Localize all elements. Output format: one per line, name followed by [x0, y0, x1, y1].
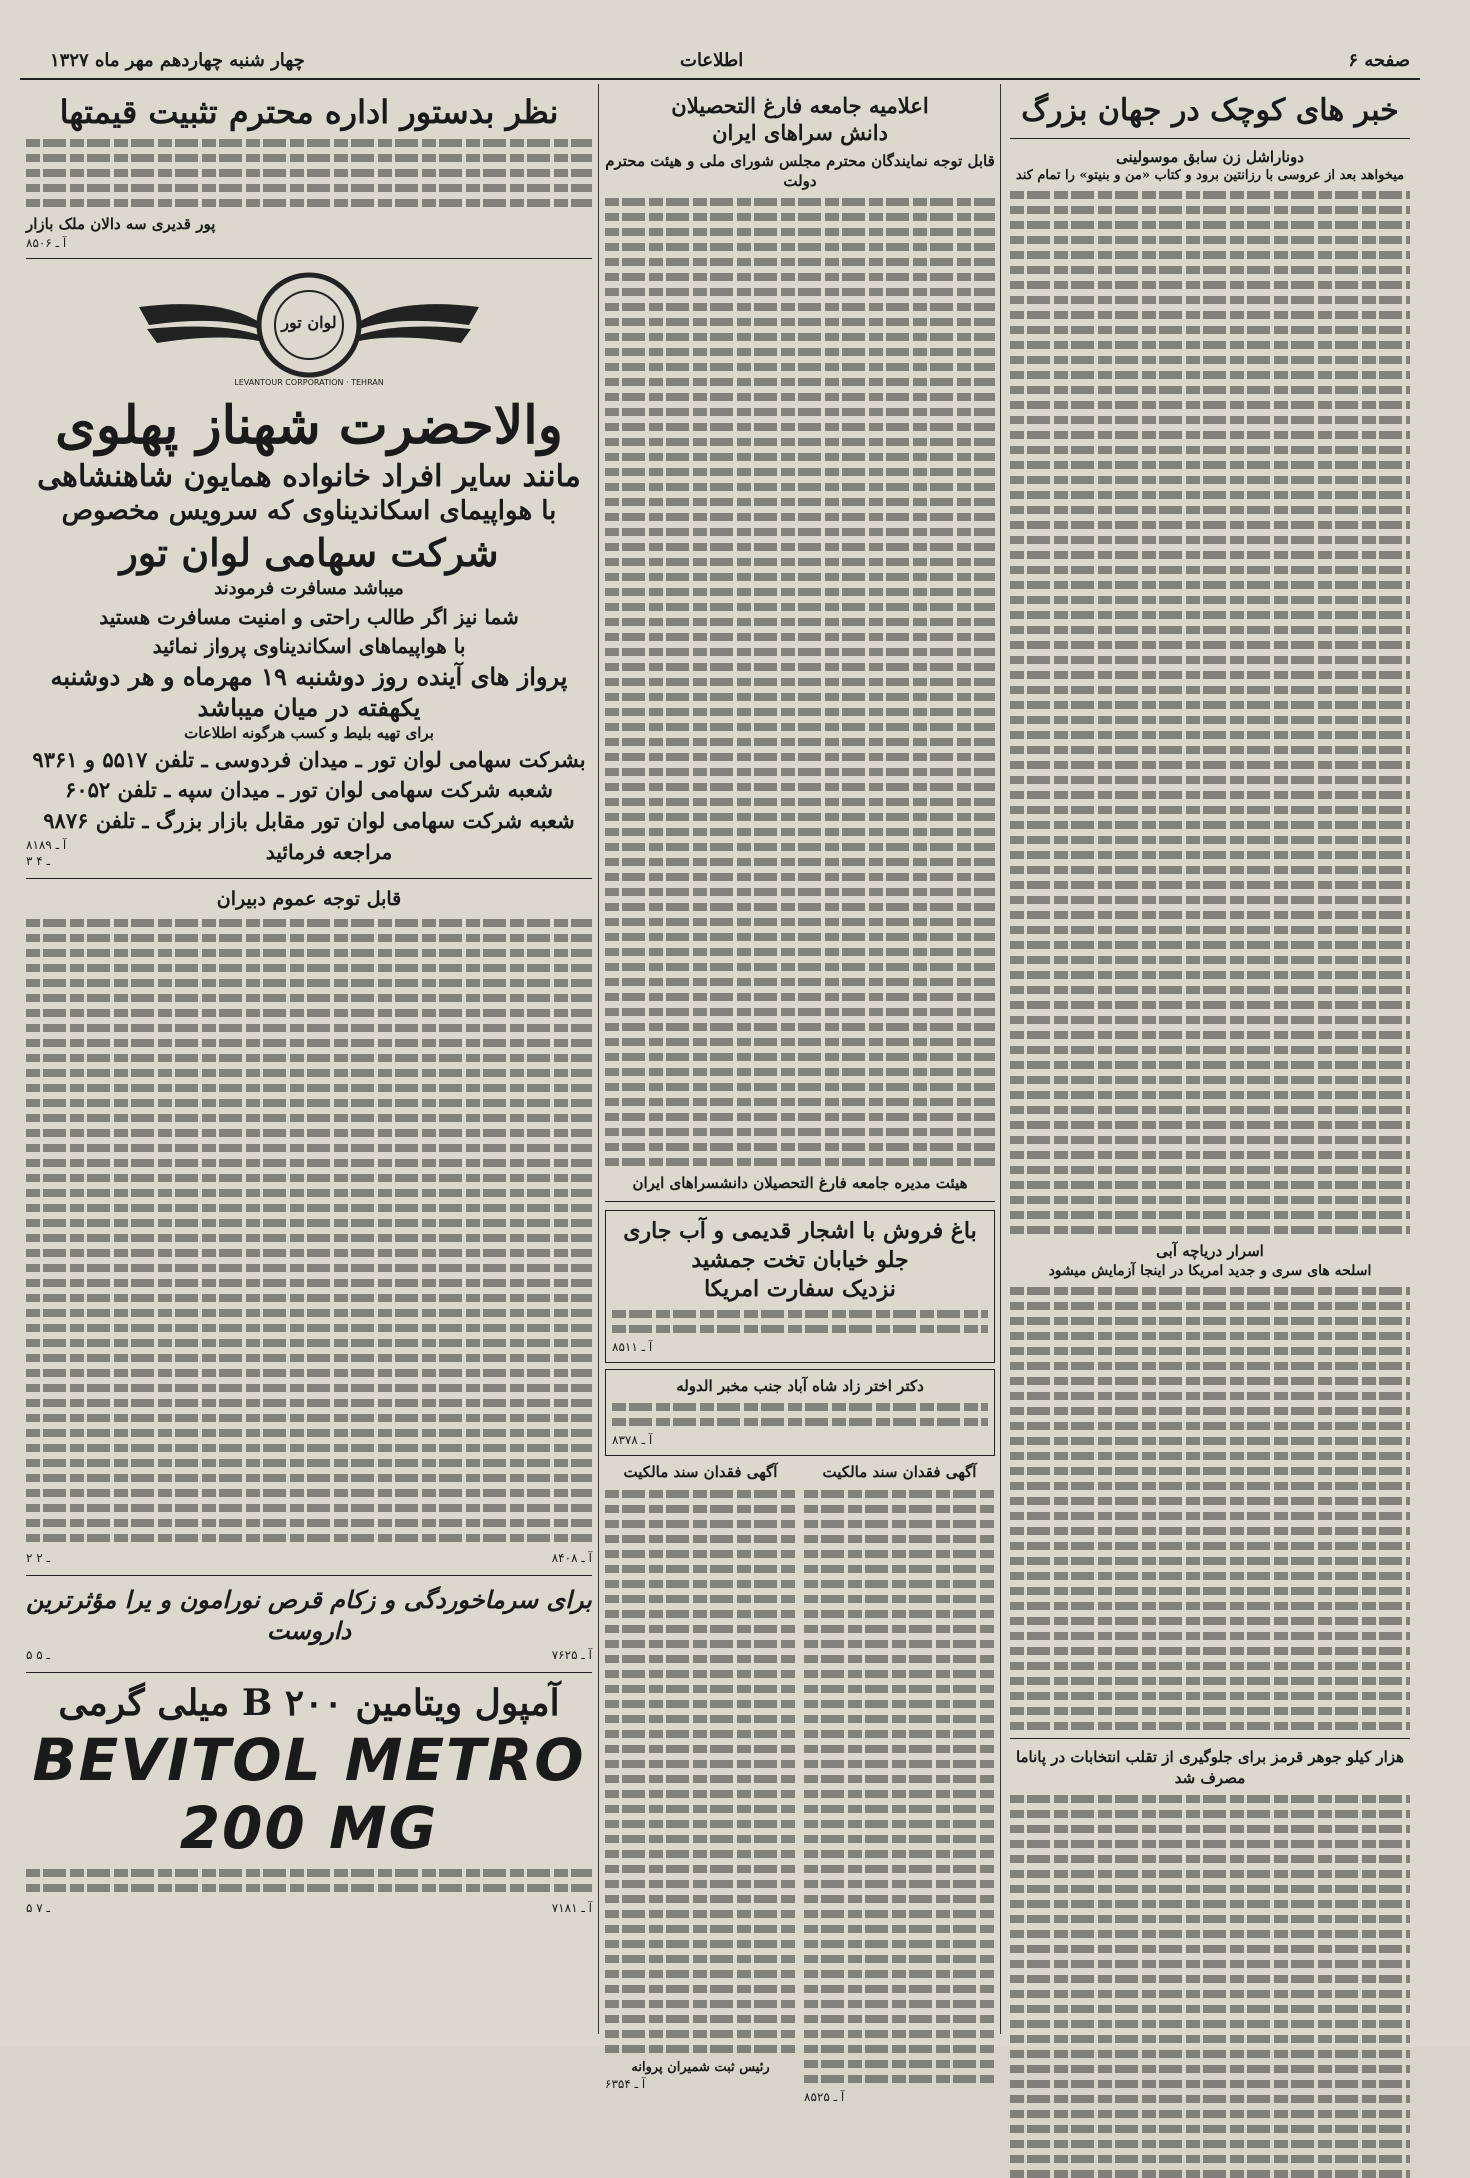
doctor-name: دکتر اختر زاد شاه آباد جنب مخبر الدوله: [676, 1377, 924, 1396]
right-column: [1010, 92, 1410, 2032]
airline-office3: شعبه شرکت سهامی لوان تور مقابل بازار بزرگ ـ تلفن ۹۸۷۶: [43, 807, 575, 833]
section-title: خبر های کوچک در جهان بزرگ: [1021, 93, 1399, 128]
price-notice-body: [26, 139, 592, 207]
vitamin-title: آمپول ویتامین B ۲۰۰ میلی گرمی: [58, 1682, 560, 1725]
vitamin-body: [26, 1869, 592, 1892]
vitamin-ref2: ۵ ـ ۷: [26, 1901, 51, 1916]
airline-logo-ring: LEVANTOUR CORPORATION · TEHRAN: [234, 378, 384, 388]
vitamin-ref: آ ـ ۷۱۸۱: [551, 1901, 592, 1916]
doctor-ad-ref: آ ـ ۸۳۷۸: [612, 1433, 653, 1448]
notice-signature: هیئت مدیره جامعه فارغ التحصیلان دانشسراهای ایران: [632, 1174, 968, 1193]
article2-subhead: اسلحه های سری و جدید امریکا در اینجا آزمایش میشود: [1048, 1262, 1372, 1279]
books-list: [26, 1009, 592, 1542]
divider: [1010, 1738, 1410, 1739]
medicine-ref2: ۵ ـ ۵: [26, 1648, 51, 1663]
lost2-signer: رئیس ثبت شمیران پروانه: [631, 2059, 770, 2075]
paper-name: اطلاعات: [680, 50, 744, 71]
garden-sale-ad: [605, 1210, 995, 1363]
airline-ad: [26, 267, 592, 870]
lost2-body: [605, 1490, 796, 2053]
airline-office1: بشرکت سهامی لوان تور ـ میدان فردوسی ـ تلفن ۵۵۱۷ و ۹۳۶۱: [32, 746, 586, 772]
medicine-ad: [26, 1584, 592, 1664]
airline-company: شرکت سهامی لوان تور: [119, 529, 499, 575]
notice-subtitle: قابل توجه نمایندگان محترم مجلس شورای ملی و هیئت محترم دولت: [605, 151, 995, 190]
vitamin-latin: BEVITOL METRO 200 MG: [32, 1726, 586, 1863]
airline-headline: والاحضرت شهناز پهلوی: [55, 395, 563, 457]
divider: [1010, 138, 1410, 139]
article2-headline: اسرار دریاچه آبی: [1156, 1242, 1264, 1261]
lost2-ref: آ ـ ۶۳۵۴: [605, 2076, 646, 2091]
lost2-title: آگهی فقدان سند مالکیت: [623, 1463, 778, 1482]
airline-closing: مراجعه فرمائید: [265, 840, 393, 865]
notice-body: [605, 198, 995, 1166]
airline-ref: آ ـ ۸۱۸۹: [26, 837, 67, 852]
left-column: [26, 92, 592, 2032]
airline-sub1: مانند سایر افراد خانواده همایون شاهنشاهی: [37, 458, 581, 494]
books-intro: [26, 919, 592, 1002]
garden-ad-line1: باغ فروش با اشجار قدیمی و آب جاری: [623, 1218, 977, 1245]
page-number: صفحه ۶: [1348, 50, 1410, 71]
article1-body: [1010, 191, 1410, 1234]
airline-flights2: یکهفته در میان میباشد: [197, 692, 421, 722]
divider: [605, 1201, 995, 1202]
divider: [26, 1575, 592, 1576]
vitamin-ad: [26, 1681, 592, 1917]
doctor-ad-body: [612, 1403, 988, 1426]
article1-subhead: میخواهد بعد از عروسی با رزانتین برود و کتاب «من و بنیتو» را تمام کند: [1015, 167, 1405, 183]
garden-ad-line3: نزدیک سفارت امریکا: [704, 1275, 896, 1302]
airline-tickets: برای تهیه بلیط و کسب هرگونه اطلاعات: [184, 723, 434, 742]
airline-line2: شما نیز اگر طالب راحتی و امنیت مسافرت هستید: [99, 604, 519, 629]
masthead: [20, 46, 1420, 80]
divider: [26, 258, 592, 259]
books-ref: آ ـ ۸۴۰۸: [551, 1550, 592, 1565]
divider: [26, 878, 592, 879]
issue-date: چهار شنبه چهاردهم مهر ماه ۱۳۲۷: [50, 50, 305, 71]
lost-deed-notice-1: [804, 1462, 995, 2105]
column-rule-right: [1000, 84, 1001, 2034]
price-notice-sig: پور قدیری سه دالان ملک بازار: [26, 215, 216, 233]
notice-title: اعلامیه جامعه فارغ التحصیلان: [671, 93, 929, 118]
books-ref2: ۲ ـ ۲: [26, 1550, 51, 1565]
garden-ad-ref: آ ـ ۸۵۱۱: [612, 1340, 653, 1355]
divider: [26, 1672, 592, 1673]
books-title: قابل توجه عموم دبیران: [216, 887, 402, 910]
middle-column: [605, 92, 995, 2104]
airline-office2: شعبه شرکت سهامی لوان تور ـ میدان سپه ـ تلفن ۶۰۵۲: [65, 777, 553, 803]
garden-ad-body: [612, 1310, 988, 1333]
doctor-ad: [605, 1369, 995, 1456]
article3-body: [1010, 1795, 1410, 2178]
article1-headline: دوناراشل زن سابق موسولینی: [1116, 147, 1304, 166]
article3-headline: هزار کیلو جوهر قرمز برای جلوگیری از تقلب انتخابات در پاناما مصرف شد: [1015, 1748, 1405, 1787]
books-notice: [26, 887, 592, 1567]
medicine-title: برای سرماخوردگی و زکام قرص نورامون و یرا مؤثرترین داروست: [26, 1584, 592, 1645]
airline-logo-text: لوان تور: [281, 313, 337, 333]
garden-ad-line2: جلو خیابان تخت جمشید: [691, 1246, 909, 1273]
lost1-title: آگهی فقدان سند مالکیت: [822, 1463, 977, 1482]
airline-ref2: ۳ ـ ۴: [26, 853, 51, 868]
article2-body: [1010, 1287, 1410, 1730]
price-notice-title: نظر بدستور اداره محترم تثبیت قیمتها: [59, 93, 559, 131]
airline-line3: با هواپیماهای اسکاندیناوی پرواز نمائید: [152, 633, 466, 658]
medicine-ref: آ ـ ۷۶۲۵: [551, 1648, 592, 1663]
column-rule-left: [598, 84, 599, 2034]
lost-deed-notices: [605, 1462, 995, 2105]
airline-line1: میباشد مسافرت فرمودند: [214, 578, 404, 600]
airline-sub2: با هواپیمای اسکاندیناوی که سرویس مخصوص: [61, 496, 557, 527]
airline-flights1: پرواز های آینده روز دوشنبه ۱۹ مهرماه و هر دوشنبه: [50, 661, 568, 691]
lost-deed-notice-2: [605, 1462, 796, 2105]
notice-title-line2: دانش سراهای ایران: [712, 120, 888, 146]
lost1-ref: آ ـ ۸۵۲۵: [804, 2089, 845, 2104]
price-notice-ref: آ ـ ۸۵۰۶: [26, 236, 67, 251]
lost1-body: [804, 1490, 995, 2083]
